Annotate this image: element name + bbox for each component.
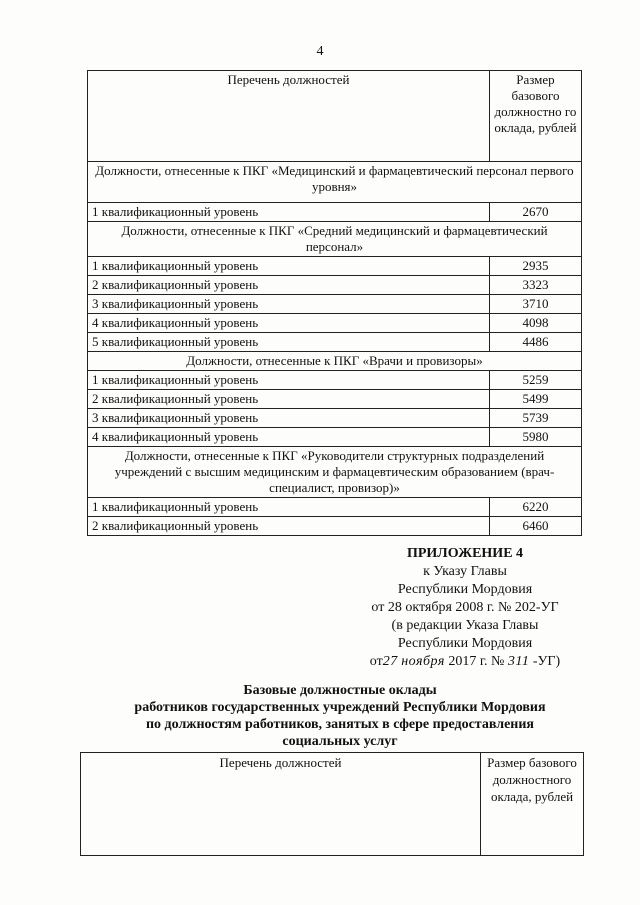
salary-amount: 6220 — [489, 498, 581, 517]
table-row — [88, 498, 582, 517]
salary-amount: 5259 — [489, 371, 581, 390]
heading-line: работников государственных учреждений Республики Мордовия — [134, 700, 546, 715]
section-title: Должности, отнесенные к ПКГ «Медицинский и фармацевтический персонал первого уровня» — [88, 162, 582, 203]
table-row — [88, 314, 582, 333]
header-salary: Размер базового должностного оклада, рублей — [481, 753, 584, 856]
section-heading — [60, 682, 620, 750]
section-title: Должности, отнесенные к ПКГ «Руководители структурных подразделений учреждений с высшим медицинским и фармацевтическим образованием (врач-специалист, провизор)» — [88, 447, 582, 498]
qualification-level: 3 квалификационный уровень — [88, 409, 490, 428]
header-positions: Перечень должностей — [88, 71, 490, 162]
salary-amount: 4486 — [489, 333, 581, 352]
qualification-level: 2 квалификационный уровень — [88, 276, 490, 295]
appendix-line: к Указу Главы — [423, 564, 507, 579]
heading-line: социальных услуг — [282, 734, 398, 749]
salary-table-social — [80, 752, 584, 856]
table-row — [88, 333, 582, 352]
table-row — [88, 295, 582, 314]
qualification-level: 1 квалификационный уровень — [88, 498, 490, 517]
section-row — [88, 162, 582, 203]
table-row — [88, 257, 582, 276]
salary-amount: 4098 — [489, 314, 581, 333]
appendix-line: (в редакции Указа Главы — [391, 618, 539, 633]
handwritten-day: 27 — [382, 654, 398, 669]
table-row — [88, 428, 582, 447]
handwritten-number: 311 — [507, 654, 530, 669]
appendix-title: ПРИЛОЖЕНИЕ 4 — [406, 546, 524, 561]
salary-table-medical — [87, 70, 582, 536]
table-header-row — [88, 71, 582, 162]
table-row — [88, 203, 582, 222]
qualification-level: 2 квалификационный уровень — [88, 390, 490, 409]
salary-amount: 2670 — [489, 203, 581, 222]
date-prefix: от — [369, 654, 383, 669]
date-year: 2017 г. № — [448, 654, 505, 669]
qualification-level: 3 квалификационный уровень — [88, 295, 490, 314]
qualification-level: 5 квалификационный уровень — [88, 333, 490, 352]
table-row — [88, 517, 582, 536]
table-row — [88, 371, 582, 390]
heading-line: по должностям работников, занятых в сфере предоставления — [145, 717, 534, 732]
appendix-block — [340, 545, 590, 671]
table-row — [88, 409, 582, 428]
salary-amount: 2935 — [489, 257, 581, 276]
salary-amount: 5499 — [489, 390, 581, 409]
section-row — [88, 222, 582, 257]
heading-line: Базовые должностные оклады — [243, 683, 437, 698]
section-row — [88, 447, 582, 498]
appendix-line: от 28 октября 2008 г. № 202-УГ — [371, 600, 559, 615]
section-row — [88, 352, 582, 371]
table-header-row — [81, 753, 584, 856]
section-title: Должности, отнесенные к ПКГ «Врачи и провизоры» — [88, 352, 582, 371]
salary-amount: 5739 — [489, 409, 581, 428]
salary-amount: 5980 — [489, 428, 581, 447]
appendix-line: Республики Мордовия — [397, 636, 533, 651]
qualification-level: 1 квалификационный уровень — [88, 257, 490, 276]
qualification-level: 1 квалификационный уровень — [88, 203, 490, 222]
section-title: Должности, отнесенные к ПКГ «Средний медицинский и фармацевтический персонал» — [88, 222, 582, 257]
header-salary: Размер базового должностно го оклада, рублей — [489, 71, 581, 162]
qualification-level: 4 квалификационный уровень — [88, 314, 490, 333]
salary-amount: 6460 — [489, 517, 581, 536]
table-row — [88, 390, 582, 409]
appendix-line: Республики Мордовия — [397, 582, 533, 597]
header-positions: Перечень должностей — [81, 753, 481, 856]
qualification-level: 4 квалификационный уровень — [88, 428, 490, 447]
table-row — [88, 276, 582, 295]
salary-amount: 3710 — [489, 295, 581, 314]
qualification-level: 2 квалификационный уровень — [88, 517, 490, 536]
page-number: 4 — [316, 44, 324, 59]
table-body — [88, 162, 582, 536]
salary-amount: 3323 — [489, 276, 581, 295]
qualification-level: 1 квалификационный уровень — [88, 371, 490, 390]
date-suffix: -УГ) — [532, 654, 561, 669]
appendix-date-line — [340, 653, 590, 671]
handwritten-month: ноября — [401, 654, 445, 669]
